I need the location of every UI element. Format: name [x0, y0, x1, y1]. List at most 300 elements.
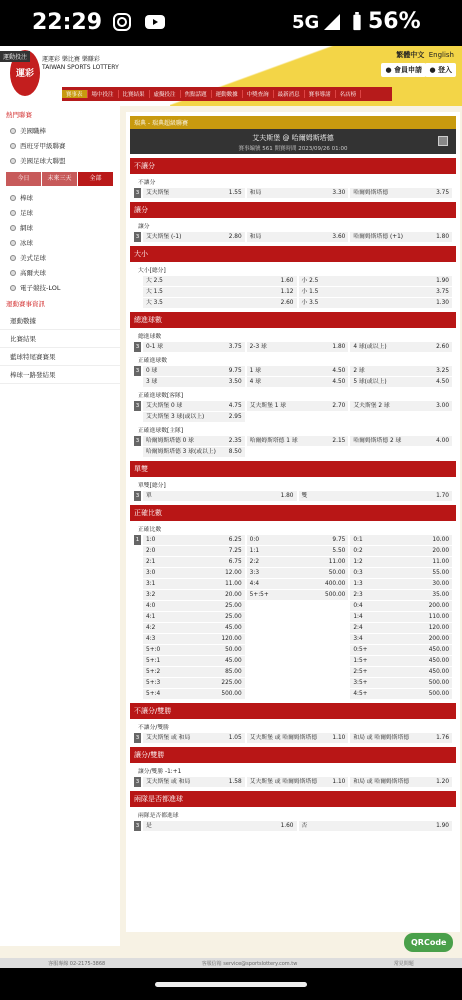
- sport-label: 美式足球: [20, 254, 46, 262]
- odds-cells: [141, 667, 452, 677]
- league-icon: [10, 158, 16, 164]
- row-number: [134, 276, 141, 286]
- odds-cells: [141, 287, 452, 297]
- odds-value: 2.15: [332, 438, 346, 444]
- row-number: [134, 656, 141, 666]
- odds-cell: [247, 689, 349, 699]
- odds-cell[interactable]: [143, 412, 245, 422]
- selection-label: 5+:1: [146, 658, 161, 664]
- league-label: 西班牙甲級聯賽: [20, 142, 66, 150]
- odds-cells: [141, 733, 452, 743]
- odds-cells: [141, 412, 452, 422]
- info-link[interactable]: 比賽結果: [0, 330, 120, 348]
- selection-label: 小 1.5: [301, 289, 319, 295]
- odds-value: 1.05: [228, 735, 242, 741]
- selection-label: 0:1: [353, 537, 363, 543]
- selection-label: 大 3.5: [146, 300, 163, 306]
- sport-icon: [10, 225, 16, 231]
- odds-value: 25.00: [225, 614, 242, 620]
- qrcode-button[interactable]: QRCode: [404, 933, 453, 952]
- odds-cell[interactable]: [143, 546, 245, 556]
- odds-cells: [141, 436, 452, 446]
- selection-label: 是: [146, 823, 152, 829]
- odds-value: 2.35: [228, 438, 242, 444]
- odds-cell: [247, 612, 349, 622]
- odds-cell[interactable]: [247, 188, 349, 198]
- odds-cell[interactable]: [143, 342, 245, 352]
- odds-value: 1.80: [436, 234, 450, 240]
- odds-cell[interactable]: [143, 689, 245, 699]
- sport-label: 棒球: [20, 194, 33, 202]
- odds-value: 1.60: [280, 823, 294, 829]
- odds-value: 6.75: [228, 559, 242, 565]
- odds-cell[interactable]: [143, 590, 245, 600]
- odds-value: 500.00: [325, 592, 346, 598]
- odds-cell: [247, 601, 349, 611]
- odds-cell[interactable]: [247, 579, 349, 589]
- lang-zh[interactable]: 繁體中文: [396, 51, 425, 59]
- odds-value: 4.50: [332, 368, 346, 374]
- odds-cells: [141, 377, 452, 387]
- odds-cells: [141, 535, 452, 545]
- selection-label: 3:1: [146, 581, 156, 587]
- info-link[interactable]: 棒球一路發結果: [0, 366, 120, 384]
- odds-cell[interactable]: [143, 535, 245, 545]
- odds-row: [134, 579, 452, 589]
- odds-cells: [141, 590, 452, 600]
- nav-item[interactable]: 比賽結果: [119, 90, 150, 98]
- selection-label: 艾夫斯堡 2 球: [353, 403, 390, 409]
- odds-row: [134, 436, 452, 446]
- odds-cell[interactable]: [143, 568, 245, 578]
- selection-label: 0 球: [146, 368, 158, 374]
- odds-value: 110.00: [428, 614, 450, 620]
- odds-value: 20.00: [225, 592, 242, 598]
- odds-row: [134, 667, 452, 677]
- odds-value: 4.75: [228, 403, 242, 409]
- odds-cell[interactable]: [299, 821, 453, 831]
- odds-cell[interactable]: [350, 377, 452, 387]
- footer-item[interactable]: 客服專線 02-2175-3868: [48, 960, 106, 967]
- market-label: 大小[總分]: [138, 268, 166, 274]
- selection-label: 艾夫斯堡 或 和局: [146, 779, 191, 785]
- signal-icon: [322, 12, 342, 32]
- main-content: [126, 112, 460, 932]
- odds-row: [134, 645, 452, 655]
- row-number: [134, 546, 141, 556]
- odds-cell[interactable]: [350, 645, 452, 655]
- odds-value: 1.90: [436, 278, 449, 284]
- odds-cell[interactable]: [143, 656, 245, 666]
- selection-label: 5+:4: [146, 691, 161, 697]
- selection-label: 大 2.5: [146, 278, 163, 284]
- odds-row: [134, 535, 452, 545]
- odds-cells: [141, 568, 452, 578]
- nav-item[interactable]: 焦點話題: [181, 90, 212, 98]
- market-title: 大小: [130, 246, 456, 262]
- odds-value: 450.00: [428, 658, 450, 664]
- odds-value: 1.60: [280, 278, 294, 284]
- selection-label: 4:0: [146, 603, 156, 609]
- odds-value: 120.00: [428, 625, 450, 631]
- odds-cell[interactable]: [350, 590, 452, 600]
- odds-value: 450.00: [428, 669, 450, 675]
- odds-cells: [141, 821, 452, 831]
- market-label: 不讓分/雙勝: [138, 725, 169, 731]
- odds-row: [134, 656, 452, 666]
- odds-cell[interactable]: [143, 188, 245, 198]
- row-number: 3: [135, 403, 140, 409]
- sidebar: [0, 106, 120, 946]
- odds-row: [134, 447, 452, 457]
- odds-value: 5.50: [332, 548, 346, 554]
- selection-label: 5+:3: [146, 680, 161, 686]
- odds-value: 1.55: [228, 190, 242, 196]
- odds-value: 11.00: [225, 581, 242, 587]
- odds-cell[interactable]: [143, 287, 297, 297]
- odds-value: 1.80: [280, 493, 294, 499]
- odds-value: 2.95: [228, 414, 242, 420]
- odds-cell[interactable]: [350, 579, 452, 589]
- selection-label: 艾夫斯堡 或 和局: [146, 735, 191, 741]
- odds-cell[interactable]: [143, 401, 245, 411]
- login-button[interactable]: ● 登入: [425, 63, 456, 77]
- odds-cell[interactable]: [143, 612, 245, 622]
- row-number: [134, 557, 141, 567]
- sport-item[interactable]: [0, 190, 120, 205]
- odds-value: 1.76: [436, 735, 450, 741]
- selection-label: 3:5+: [353, 680, 368, 686]
- row-number: 3: [135, 368, 140, 374]
- odds-value: 3.50: [228, 379, 242, 385]
- odds-cell[interactable]: [143, 298, 297, 308]
- selection-label: 2 球: [353, 368, 365, 374]
- selection-label: 哈爾姆斯塔德 (+1): [353, 234, 404, 240]
- odds-value: 2.70: [332, 403, 346, 409]
- selection-label: 小 3.5: [301, 300, 319, 306]
- sport-icon: [10, 270, 16, 276]
- odds-cell: [247, 412, 349, 422]
- odds-value: 7.25: [228, 548, 242, 554]
- market-title: 正確比數: [130, 505, 456, 521]
- market-title: 總進球數: [130, 312, 456, 328]
- odds-value: 1.70: [436, 493, 449, 499]
- odds-value: 1.90: [436, 823, 449, 829]
- footer-item[interactable]: 常見問題: [393, 960, 414, 967]
- odds-cell[interactable]: [247, 535, 349, 545]
- odds-cell[interactable]: [350, 568, 452, 578]
- youtube-icon: [144, 12, 166, 32]
- row-number: 3: [135, 823, 140, 829]
- stats-icon[interactable]: [438, 136, 448, 146]
- odds-cell[interactable]: [247, 366, 349, 376]
- sidebar-hot-item[interactable]: [0, 138, 120, 153]
- odds-cell[interactable]: [247, 733, 349, 743]
- row-number: [134, 645, 141, 655]
- sport-item[interactable]: [0, 220, 120, 235]
- brand-cn: 運運彩 樂比賽 樂賺彩: [42, 56, 100, 63]
- odds-cell[interactable]: [350, 601, 452, 611]
- selection-label: 大 1.5: [146, 289, 163, 295]
- row-number: [134, 568, 141, 578]
- row-number: [134, 447, 141, 457]
- odds-cell[interactable]: [350, 656, 452, 666]
- odds-cell[interactable]: [247, 568, 349, 578]
- nav-item[interactable]: 賽事導諸: [305, 90, 336, 98]
- odds-row: [134, 634, 452, 644]
- selection-label: 3:2: [146, 592, 156, 598]
- odds-cell[interactable]: [247, 777, 349, 787]
- odds-cell[interactable]: [350, 436, 452, 446]
- odds-value: 500.00: [221, 691, 242, 697]
- odds-cell[interactable]: [143, 733, 245, 743]
- selection-label: 艾夫斯堡 3 球(或以上): [146, 414, 205, 420]
- odds-value: 30.00: [432, 581, 450, 587]
- selection-label: 3:3: [249, 570, 260, 576]
- odds-cell[interactable]: [143, 601, 245, 611]
- date-tab[interactable]: 未來三天: [42, 172, 78, 186]
- market-section: [130, 312, 456, 457]
- odds-cells: [141, 298, 452, 308]
- date-tabs: [6, 172, 114, 186]
- league-icon: [10, 128, 16, 134]
- row-number: [134, 377, 141, 387]
- odds-cell[interactable]: [143, 366, 245, 376]
- selection-label: 2:2: [249, 559, 260, 565]
- odds-value: 11.00: [328, 559, 346, 565]
- instagram-icon: [112, 12, 132, 32]
- odds-cell[interactable]: [247, 401, 349, 411]
- odds-cell[interactable]: [247, 342, 349, 352]
- odds-value: 4.50: [436, 379, 450, 385]
- odds-value: 3.00: [436, 403, 450, 409]
- odds-cells: [141, 612, 452, 622]
- odds-value: 4.50: [332, 379, 346, 385]
- odds-cell[interactable]: [143, 579, 245, 589]
- selection-label: 哈爾姆斯塔德: [353, 190, 389, 196]
- odds-cell[interactable]: [143, 377, 245, 387]
- market-label: 讓分: [138, 224, 150, 230]
- selection-label: 單: [146, 493, 152, 499]
- odds-row: [134, 546, 452, 556]
- selection-label: 3:0: [146, 570, 156, 576]
- sport-icon: [10, 210, 16, 216]
- row-number: [134, 667, 141, 677]
- odds-cell[interactable]: [350, 612, 452, 622]
- selection-label: 艾夫斯堡: [146, 190, 170, 196]
- clock: 22:29: [32, 10, 103, 35]
- selection-label: 4:1: [146, 614, 156, 620]
- odds-cell[interactable]: [350, 232, 452, 242]
- row-number: [134, 634, 141, 644]
- row-number: [134, 623, 141, 633]
- odds-cell[interactable]: [247, 377, 349, 387]
- odds-cell[interactable]: [247, 590, 349, 600]
- odds-cell[interactable]: [350, 366, 452, 376]
- selection-label: 艾夫斯堡 或 哈爾姆斯塔德: [249, 735, 318, 741]
- odds-row: [134, 188, 452, 198]
- odds-cell[interactable]: [143, 645, 245, 655]
- odds-cell[interactable]: [350, 667, 452, 677]
- odds-value: 1.10: [332, 735, 346, 741]
- odds-cell[interactable]: [247, 546, 349, 556]
- odds-value: 10.00: [432, 537, 450, 543]
- odds-cell[interactable]: [350, 634, 452, 644]
- market-section: [130, 747, 456, 787]
- odds-cell[interactable]: [143, 436, 245, 446]
- nav-item[interactable]: 賽事表: [62, 90, 88, 98]
- odds-cells: [141, 689, 452, 699]
- market-label: 正確進球數[客隊]: [138, 393, 184, 399]
- logo[interactable]: 運彩: [10, 50, 40, 96]
- nav-item[interactable]: 中獎查詢: [243, 90, 274, 98]
- odds-cell[interactable]: [350, 623, 452, 633]
- odds-cell[interactable]: [350, 342, 452, 352]
- odds-cells: [141, 678, 452, 688]
- odds-cell[interactable]: [350, 401, 452, 411]
- sport-item[interactable]: [0, 280, 120, 295]
- sports-betting-tag[interactable]: 運動投注: [0, 51, 30, 62]
- odds-cell[interactable]: [299, 287, 453, 297]
- lang-en[interactable]: English: [428, 51, 454, 59]
- sport-label: 足球: [20, 209, 33, 217]
- selection-label: 0-1 球: [146, 344, 164, 350]
- odds-cell[interactable]: [143, 232, 245, 242]
- odds-cell[interactable]: [350, 733, 452, 743]
- battery-icon: [350, 12, 364, 32]
- odds-row: [134, 689, 452, 699]
- odds-cell[interactable]: [143, 678, 245, 688]
- odds-cell[interactable]: [247, 557, 349, 567]
- league-label: 美國足球大聯盟: [20, 157, 66, 165]
- footer-item[interactable]: 客服信箱 service@sportslottery.com.tw: [201, 960, 298, 967]
- odds-value: 1.80: [332, 344, 346, 350]
- odds-value: 3.75: [436, 289, 449, 295]
- odds-row: [134, 777, 452, 787]
- odds-cells: [141, 366, 452, 376]
- odds-cell[interactable]: [143, 557, 245, 567]
- odds-cell[interactable]: [143, 634, 245, 644]
- odds-cell[interactable]: [247, 232, 349, 242]
- row-number: [134, 689, 141, 699]
- sport-label: 網球: [20, 224, 33, 232]
- home-gesture-bar[interactable]: [155, 982, 307, 987]
- odds-value: 45.00: [225, 625, 242, 631]
- odds-row: [134, 366, 452, 376]
- odds-cell[interactable]: [350, 535, 452, 545]
- odds-cell[interactable]: [350, 546, 452, 556]
- odds-value: 45.00: [225, 658, 242, 664]
- nav-item[interactable]: 名店榜: [336, 90, 362, 98]
- odds-value: 4.00: [436, 438, 450, 444]
- nav-item[interactable]: 場中投注: [88, 90, 119, 98]
- apply-button[interactable]: ● 會員申請: [381, 63, 426, 77]
- odds-row: [134, 601, 452, 611]
- row-number: [134, 412, 141, 422]
- selection-label: 4:3: [146, 636, 156, 642]
- market-label: 正確進球數: [138, 358, 167, 364]
- odds-cell[interactable]: [143, 491, 297, 501]
- sport-item[interactable]: [0, 235, 120, 250]
- odds-cells: [141, 601, 452, 611]
- date-tab[interactable]: 全部: [78, 172, 114, 186]
- sport-label: 電子競技-LOL: [20, 284, 61, 292]
- odds-cell[interactable]: [350, 777, 452, 787]
- selection-label: 1:0: [146, 537, 156, 543]
- odds-cell[interactable]: [299, 276, 453, 286]
- odds-cell[interactable]: [299, 491, 453, 501]
- sport-item[interactable]: [0, 205, 120, 220]
- odds-cell[interactable]: [247, 436, 349, 446]
- sidebar-hot-item[interactable]: [0, 123, 120, 138]
- main-nav: [62, 87, 392, 101]
- odds-cell[interactable]: [350, 557, 452, 567]
- sport-item[interactable]: [0, 250, 120, 265]
- odds-cell[interactable]: [350, 678, 452, 688]
- match-info: 賽事編號 561 開賽時間 2023/09/26 01:00: [238, 146, 348, 152]
- odds-cells: [141, 656, 452, 666]
- row-number: 1: [135, 537, 140, 543]
- odds-cells: [141, 276, 452, 286]
- market-title: 讓分/雙勝: [130, 747, 456, 763]
- row-number: [134, 612, 141, 622]
- odds-value: 3.25: [436, 368, 450, 374]
- odds-value: 85.00: [225, 669, 242, 675]
- odds-value: 8.50: [228, 449, 242, 455]
- match-teams: 艾夫斯堡 @ 哈爾姆斯塔德: [252, 134, 334, 142]
- market-section: [130, 246, 456, 308]
- market-section: [130, 791, 456, 831]
- odds-cell[interactable]: [143, 777, 245, 787]
- selection-label: 0:4: [353, 603, 363, 609]
- odds-value: 1.58: [228, 779, 242, 785]
- date-tab[interactable]: 今日: [6, 172, 42, 186]
- odds-cell[interactable]: [350, 188, 452, 198]
- odds-value: 3.75: [228, 344, 242, 350]
- odds-cell[interactable]: [350, 689, 452, 699]
- odds-cell[interactable]: [143, 276, 297, 286]
- row-number: 3: [135, 234, 140, 240]
- odds-row: [134, 298, 452, 308]
- odds-cell[interactable]: [143, 447, 245, 457]
- breadcrumb[interactable]: 瑞典 - 瑞典超級聯賽: [130, 116, 456, 129]
- market-label: 正確比數: [138, 527, 162, 533]
- odds-cell[interactable]: [143, 623, 245, 633]
- row-number: [134, 287, 141, 297]
- odds-cell[interactable]: [143, 667, 245, 677]
- selection-label: 艾夫斯堡 0 球: [146, 403, 183, 409]
- info-link[interactable]: 運動數據: [0, 312, 120, 330]
- row-number: [134, 579, 141, 589]
- odds-value: 1.10: [332, 779, 346, 785]
- login-icon: ●: [429, 66, 436, 74]
- info-link[interactable]: 藍球特尾賽賽果: [0, 348, 120, 366]
- odds-value: 1.30: [436, 300, 449, 306]
- nav-item[interactable]: 最新消息: [274, 90, 305, 98]
- selection-label: 艾夫斯堡 1 球: [249, 403, 287, 409]
- sport-item[interactable]: [0, 265, 120, 280]
- nav-item[interactable]: 運動數據: [212, 90, 243, 98]
- odds-cell[interactable]: [143, 821, 297, 831]
- market-title: 兩隊是否都進球: [130, 791, 456, 807]
- odds-cell[interactable]: [299, 298, 453, 308]
- sidebar-hot-item[interactable]: [0, 153, 120, 168]
- odds-value: 2.80: [228, 234, 242, 240]
- odds-row: [134, 276, 452, 286]
- nav-item[interactable]: 虛擬投注: [150, 90, 181, 98]
- match-header: [130, 116, 456, 154]
- selection-label: 2:4: [353, 625, 363, 631]
